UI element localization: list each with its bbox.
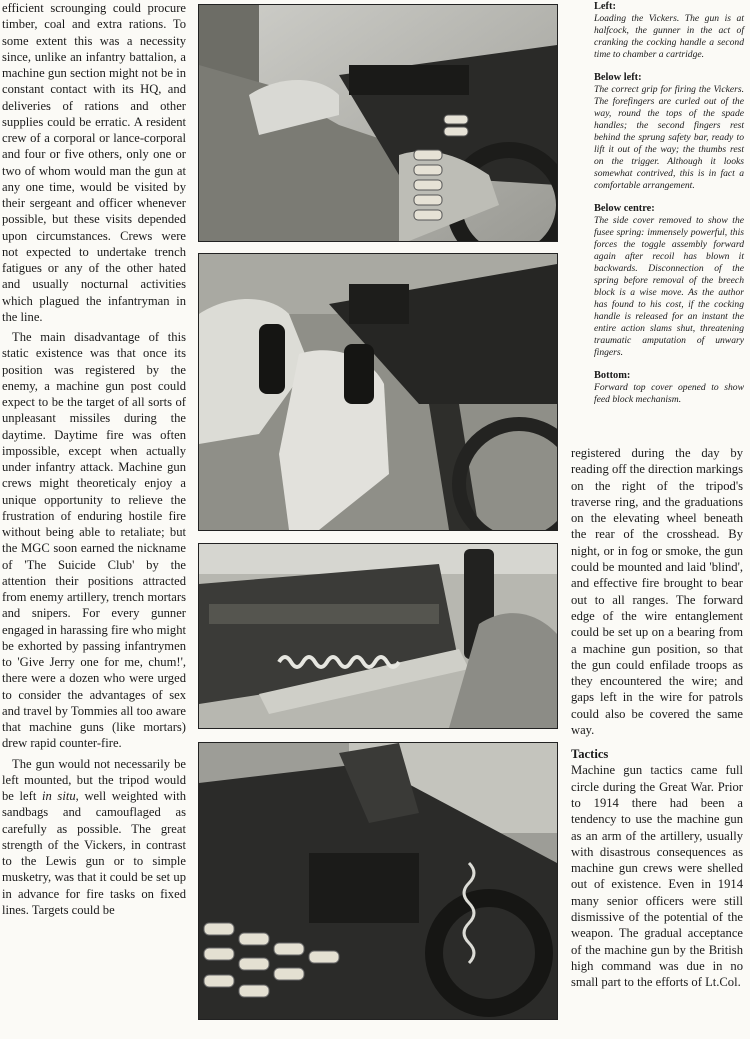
- section-heading-tactics: Tactics: [571, 747, 609, 762]
- caption-text-bottom: Forward top cover opened to show feed block mechanism.: [594, 382, 744, 405]
- tactics-paragraph: Machine gun tactics came full circle during the Great War. Prior to 1914 there had been a tendency to use the machine gun as an arm of the artillery, usually with disastrous consequences as machine gun crews were shelled out of existence. Even in 1914 many senior officers were still dismissive of the potential of the weapon. The gradual acceptance of the machine gun by the British high command was due in no small part to the efforts of Lt.Col.: [571, 763, 743, 990]
- right-continuation-paragraph: registered during the day by reading off the direction markings on the right of the tripod's traverse ring, and the graduations on the elevating wheel beneath the rear of the crosshead. By night, or in fog or smoke, the gun could be mounted and laid 'blind', and effective fire brought to bear out to all ranges. The forward edge of the wire entanglement could be set up on a bearing from a machine gun position, so that the gun could enfilade troops as they encountered the wire; and gaps left in the wire for patrols could also be covered the same way.: [571, 446, 743, 738]
- left-paragraph-3: The gun would not necessarily be left mounted, but the tripod would be left in situ, well weighted with sandbags and camouflaged as carefully as possible. The great strength of the Vickers, in contrast to the Lewis gun or to simple musketry, was that it could be set up in advance for fire tasks on fixed lines. Targets could be: [2, 756, 186, 917]
- caption-text-below-centre: The side cover removed to show the fusee spring: immensely powerful, this forces the toggle assembly forward again after recoil has blown it backwards. Disconnection of the spring before removal of the breech block is a wise move. As the author has found to his cost, if the cocking handle is released for an instant the entire action slams shut, threatening traumatic amputation of unwary fingers.: [594, 215, 744, 358]
- left-paragraph-2: The main disadvantage of this static existence was that once its position was registered by the enemy, a machine gun post could expect to be the target of all sorts of unpleasant missiles during the daytime. Daytime fire was often impossible, except when actually under infantry attack. Machine gun crews might theoreticaly enjoy a unique opportunity to relieve the frustration of enduring hostile fire without being able to retaliate; but the MGC soon earned the nickname of 'The Suicide Club' by the attention their positions attracted from enemy artillery, trench mortars and snipers. For every gunner engaged in harassing fire who might be exhorted by passing infantrymen to 'Give Jerry one for me, chum!', there were a dozen who were urged to consider the advantages of sex and travel by Tommies all too aware that machine guns (like mortars) drew rapid counter-fire.: [2, 330, 186, 751]
- caption-text-below-left: The correct grip for firing the Vickers. The forefingers are curled out of the way, round the tops of the spade handles; the second fingers rest behind the sprung safety bar, ready to lift it out of the way; the thumbs rest on the trigger. Although it looks somewhat contrived, this is in fact a comfortable arrangement.: [594, 84, 744, 191]
- in-situ-italic: in situ: [41, 789, 76, 803]
- caption-heading-bottom: Bottom:: [594, 370, 631, 381]
- photo-feed-block: [198, 742, 558, 1020]
- caption-text-left: Loading the Vickers. The gun is at halfcock, the gunner in the act of cranking the cocking handle a second time to chamber a cartridge.: [594, 13, 744, 60]
- left-text-column: [2, 0, 186, 918]
- right-text-column: [571, 445, 743, 991]
- caption-heading-below-left: Below left:: [594, 72, 642, 83]
- photo-fusee-spring: [198, 543, 558, 729]
- photo-loading-vickers: [198, 4, 558, 242]
- caption-heading-below-centre: Below centre:: [594, 203, 655, 214]
- photo-captions: [594, 0, 744, 416]
- photo-firing-grip: [198, 253, 558, 531]
- caption-heading-left: Left:: [594, 1, 616, 12]
- left-paragraph-1: efficient scrounging could procure timber, coal and extra rations. To some extent this was a necessity since, unlike an infantry battalion, a machine gun section might not be in constant contact with its HQ, and deliveries of rations and other supplies could be erratic. A resident crew of a corporal or lance-corporal and four or five others, only one or two of whom would man the gun at any one time, would be visited by their sergeant and officer whenever possible, but these visits depended upon circumstances. Crews were not expected to undertake trench fatigues or any of the other hated and usually nocturnal activities which plagued the infantryman in the line.: [2, 1, 186, 324]
